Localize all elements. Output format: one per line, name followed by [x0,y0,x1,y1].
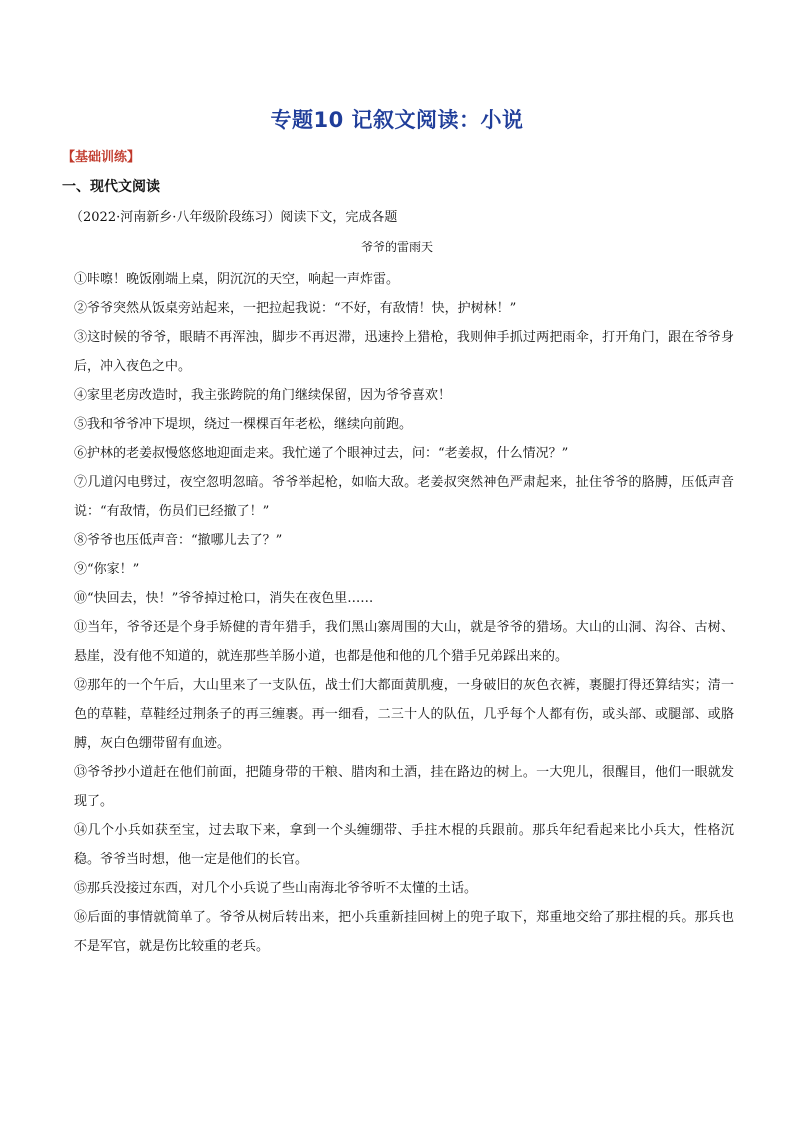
source-line: （2022·河南新乡·八年级阶段练习）阅读下文，完成各题 [70,210,398,225]
paragraph: ④家里老房改造时，我主张跨院的角门继续保留，因为爷爷喜欢！ [74,388,452,403]
paragraph: ⑤我和爷爷冲下堤坝，绕过一棵棵百年老松，继续向前跑。 [74,417,413,432]
paragraph: ⑫那年的一个午后，大山里来了一支队伍，战士们大都面黄肌瘦，一身破旧的灰色衣裤，裹腿打得还算结实；清一色的草鞋，草鞋经过荆条子的再三缠裹。再一细看，二三十人的队伍，几乎每个人都有伤，或头部、或腿部、或胳膊，灰白色绷带留有血迹。 [74,678,734,751]
page-title: 专题10 记叙文阅读：小说 [270,108,524,132]
paragraph: ⑪当年，爷爷还是个身手矫健的青年猎手，我们黑山寨周围的大山，就是爷爷的猎场。大山的山洞、沟谷、古树、悬崖，没有他不知道的，就连那些羊肠小道，也都是他和他的几个猎手兄弟踩出来的。 [74,620,734,664]
paragraph: ⑥护林的老姜叔慢悠悠地迎面走来。我忙递了个眼神过去，问：“老姜叔，什么情况？” [74,446,569,461]
paragraph: ⑯后面的事情就简单了。爷爷从树后转出来，把小兵重新挂回树上的兜子取下，郑重地交给了那拄棍的兵。那兵也不是军官，就是伤比较重的老兵。 [74,910,734,954]
paragraph: ⑩“快回去，快！”爷爷掉过枪口，消失在夜色里…… [74,591,374,606]
story-body [74,265,734,961]
paragraph: ③这时候的爷爷，眼睛不再浑浊，脚步不再迟滞，迅速拎上猎枪，我则伸手抓过两把雨伞，打开角门，跟在爷爷身后，冲入夜色之中。 [74,330,734,374]
paragraph: ①咔嚓！晚饭刚端上桌，阴沉沉的天空，响起一声炸雷。 [74,272,400,287]
paragraph: ⑧爷爷也压低声音：“撤哪儿去了？” [74,533,283,548]
paragraph: ⑨“你家！” [74,562,140,577]
paragraph: ②爷爷突然从饭桌旁站起来，一把拉起我说：“不好，有敌情！快，护树林！” [74,301,517,316]
paragraph: ⑦几道闪电劈过，夜空忽明忽暗。爷爷举起枪，如临大敌。老姜叔突然神色严肃起来，扯住爷爷的胳膊，压低声音说：“有敌情，伤员们已经撤了！” [74,475,734,519]
training-badge: 【基础训练】 [62,150,141,165]
paragraph: ⑮那兵没接过东西，对几个小兵说了些山南海北爷爷听不太懂的土话。 [74,881,478,896]
section-heading: 一、现代文阅读 [62,179,160,195]
story-title: 爷爷的雷雨天 [360,240,433,254]
paragraph: ⑭几个小兵如获至宝，过去取下来，拿到一个头缠绷带、手拄木棍的兵跟前。那兵年纪看起来比小兵大，性格沉稳。爷爷当时想，他一定是他们的长官。 [74,823,734,867]
paragraph: ⑬爷爷抄小道赶在他们前面，把随身带的干粮、腊肉和土酒，挂在路边的树上。一大兜儿，很醒目，他们一眼就发现了。 [74,765,734,809]
